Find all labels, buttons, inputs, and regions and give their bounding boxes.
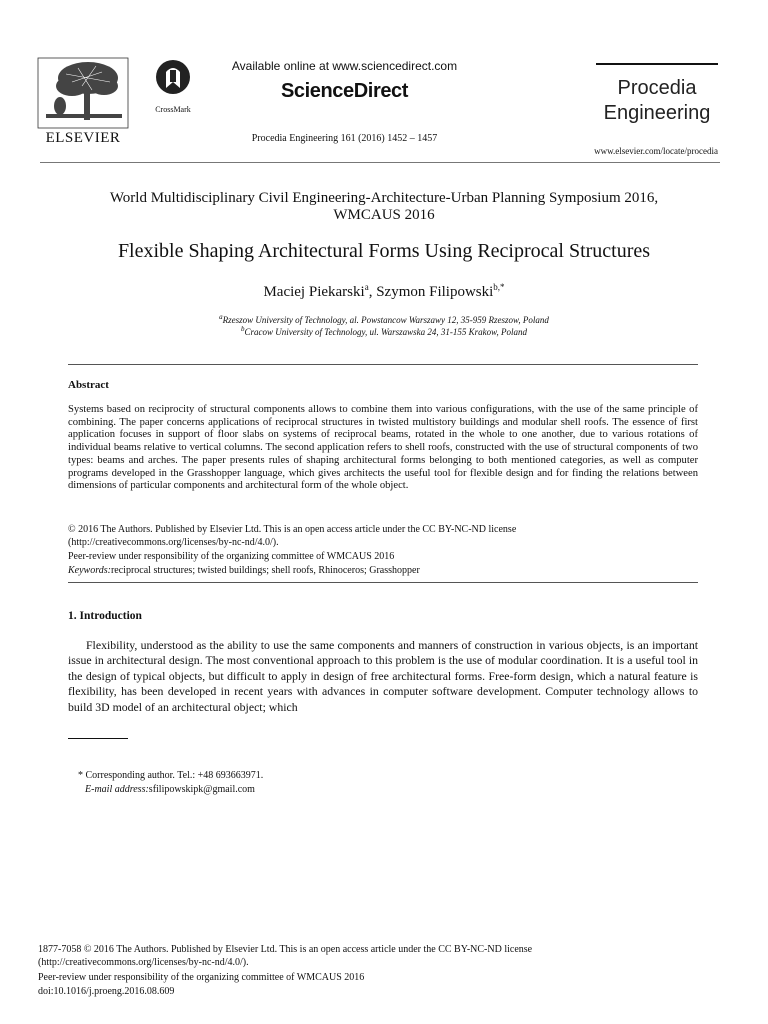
journal-reference: Procedia Engineering 161 (2016) 1452 – 1457 bbox=[251, 133, 438, 144]
affiliation-b bbox=[40, 325, 728, 337]
affil-marker: b bbox=[241, 325, 245, 333]
abstract-heading: Abstract bbox=[68, 379, 109, 391]
author-name: Szymon Filipowski bbox=[376, 284, 494, 300]
available-online-text[interactable]: Available online at www.sciencedirect.com bbox=[231, 59, 458, 73]
affil-text: Rzeszow University of Technology, al. Powstancow Warszawy 12, 35-959 Rzeszow, Poland bbox=[222, 315, 549, 325]
issn-copyright: 1877-7058 © 2016 The Authors. Published by Elsevier Ltd. This is an open access article under the CC BY-NC-ND license bbox=[38, 944, 533, 955]
footnote-rule bbox=[68, 738, 128, 739]
author-name: Maciej Piekarski bbox=[263, 284, 365, 300]
intro-paragraph: Flexibility, understood as the ability to use the same components and manners of construction in various objects, is an important issue in architectural design. The most conventional approach to this problem is the use of modular coordination. It is a useful tool in the design of typical objects, but difficult to apply in design of free architectural forms. Free-form design, which a natural feature is flexibility, has been developed in recent years with advances in computer software development. Computer technology allows to build 3D model of an architectural object; which bbox=[68, 638, 698, 714]
journal-url-link[interactable]: www.elsevier.com/locate/procedia bbox=[594, 146, 718, 156]
abstract-top-rule bbox=[68, 364, 698, 365]
crossmark-label: CrossMark bbox=[155, 105, 191, 114]
doi-link[interactable]: doi:10.1016/j.proeng.2016.08.609 bbox=[38, 986, 175, 997]
journal-title-line1: Procedia bbox=[617, 77, 697, 99]
author-affil-marker: b,* bbox=[493, 282, 505, 292]
email-address[interactable]: sfilipowskipk@gmail.com bbox=[148, 784, 255, 795]
crossmark-icon bbox=[154, 58, 192, 98]
keywords-label: Keywords: bbox=[68, 565, 111, 576]
author-affil-marker: a bbox=[364, 282, 369, 292]
bottom-license-link[interactable]: (http://creativecommons.org/licenses/by-nc-nd/4.0/). bbox=[38, 957, 249, 968]
header-divider bbox=[40, 162, 720, 163]
abstract-text: Systems based on reciprocity of structural components allows to combine them into various configurations, with the use of the same principle of combining. The paper concerns applications of reciprocal structures in twisted multistory buildings and modular shell roofs. The essence of first application focuses in support of floor slabs on systems of reciprocal beams, rotated in the whole to one another, due to various rotations of individual beams relative to vertical columns. The second application refers to shell roofs, constructed with the use of structural components of two types: beams and arches. The paper presents rules of shaping architectural forms belonging to both mentioned categories, as well as computer programs developed in the Grasshopper language, which gives architects the useful tool for flexible design and for finding the relations between dimensions of particular components and architectural form of the whole object. bbox=[68, 404, 698, 492]
paper-title: Flexible Shaping Architectural Forms Using Reciprocal Structures bbox=[117, 240, 651, 262]
keywords-line bbox=[68, 565, 698, 577]
keywords-text: reciprocal structures; twisted buildings; shell roofs, Rhinoceros; Grasshopper bbox=[110, 565, 420, 576]
journal-title-rule bbox=[596, 63, 718, 65]
affil-marker: a bbox=[219, 313, 223, 321]
bottom-peer-review: Peer-review under responsibility of the organizing committee of WMCAUS 2016 bbox=[38, 972, 365, 983]
abstract-copyright: © 2016 The Authors. Published by Elsevier Ltd. This is an open access article under the CC BY-NC-ND license bbox=[68, 524, 517, 535]
affiliation-a bbox=[40, 313, 728, 325]
journal-title-line2: Engineering bbox=[603, 102, 711, 124]
journal-title bbox=[596, 76, 718, 126]
conference-name bbox=[40, 190, 728, 224]
email-label: E-mail address: bbox=[85, 784, 149, 795]
affil-text: Cracow University of Technology, ul. Warszawska 24, 31-155 Krakow, Poland bbox=[244, 327, 527, 337]
abstract-license-link[interactable]: (http://creativecommons.org/licenses/by-nc-nd/4.0/). bbox=[68, 537, 279, 548]
author-separator: , bbox=[368, 284, 377, 300]
conference-line1: World Multidisciplinary Civil Engineering-Architecture-Urban Planning Symposium 2016, bbox=[109, 190, 659, 206]
publisher-wordmark: ELSEVIER bbox=[45, 130, 121, 146]
conference-line2: WMCAUS 2016 bbox=[333, 207, 435, 223]
section-heading: 1. Introduction bbox=[68, 610, 142, 622]
abstract-peer-review: Peer-review under responsibility of the organizing committee of WMCAUS 2016 bbox=[68, 551, 395, 562]
footnote-email bbox=[85, 784, 255, 795]
author-list bbox=[40, 282, 728, 301]
crossmark-badge[interactable] bbox=[150, 58, 196, 118]
sciencedirect-wordmark[interactable]: ScienceDirect bbox=[280, 80, 409, 102]
footnote-corresponding: * Corresponding author. Tel.: +48 693663971. bbox=[78, 770, 264, 781]
abstract-bottom-rule bbox=[68, 582, 698, 583]
